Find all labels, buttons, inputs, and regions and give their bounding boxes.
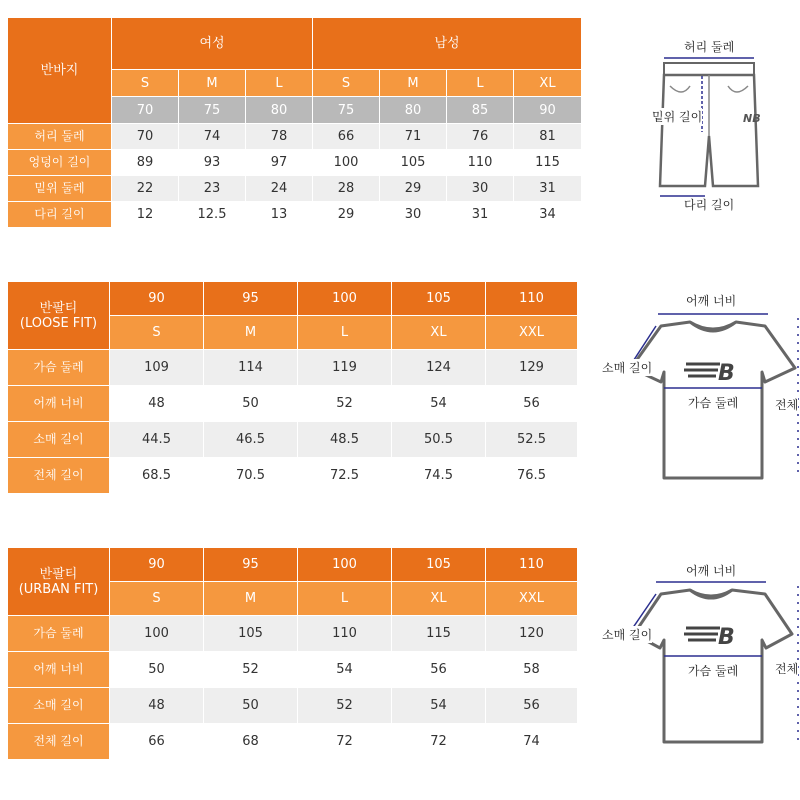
table-cell: 48: [110, 386, 204, 422]
table-cell: 50: [110, 652, 204, 688]
shorts-group-men: 남성: [313, 18, 582, 70]
sleeve-length-label: 소매 길이: [602, 628, 653, 642]
row-label: 소매 길이: [8, 688, 110, 724]
row-label: 전체 길이: [8, 724, 110, 760]
waist-size-cell: 85: [447, 97, 514, 124]
table-cell: 66: [110, 724, 204, 760]
table-cell: 115: [514, 150, 582, 176]
number-size-header: 95: [204, 548, 298, 582]
table-cell: 81: [514, 124, 582, 150]
table-cell: 48: [110, 688, 204, 724]
table-cell: 93: [179, 150, 246, 176]
letter-size-header: XXL: [486, 316, 578, 350]
table-cell: 29: [380, 176, 447, 202]
table-cell: 71: [380, 124, 447, 150]
letter-size-header: S: [110, 316, 204, 350]
row-label: 어깨 너비: [8, 652, 110, 688]
shorts-group-women: 여성: [112, 18, 313, 70]
number-size-header: 100: [298, 548, 392, 582]
table-cell: 29: [313, 202, 380, 228]
table-cell: 56: [392, 652, 486, 688]
table-cell: 114: [204, 350, 298, 386]
table-cell: 129: [486, 350, 578, 386]
row-label: 가슴 둘레: [8, 350, 110, 386]
shorts-diagram: [630, 36, 790, 226]
table-cell: 105: [380, 150, 447, 176]
number-size-header: 90: [110, 282, 204, 316]
tee-loose-diagram: [600, 292, 800, 502]
table-cell: 74: [179, 124, 246, 150]
number-size-header: 90: [110, 548, 204, 582]
table-cell: 13: [246, 202, 313, 228]
letter-size-header: S: [110, 582, 204, 616]
waist-size-cell: 70: [112, 97, 179, 124]
shorts-size-table: [8, 18, 582, 228]
shoulder-width-label: 어깨 너비: [686, 294, 737, 308]
svg-text:NB: NB: [743, 112, 761, 125]
table-cell: 66: [313, 124, 380, 150]
tee-loose-size-table: [8, 282, 578, 494]
table-cell: 24: [246, 176, 313, 202]
table-cell: 110: [447, 150, 514, 176]
number-size-header: 105: [392, 548, 486, 582]
table-cell: 52: [298, 386, 392, 422]
table-cell: 74.5: [392, 458, 486, 494]
tee-urban-diagram: [600, 562, 800, 772]
table-cell: 50.5: [392, 422, 486, 458]
table-cell: 48.5: [298, 422, 392, 458]
table-cell: 70: [112, 124, 179, 150]
waist-size-cell: 80: [380, 97, 447, 124]
table-cell: 30: [380, 202, 447, 228]
table-cell: 70.5: [204, 458, 298, 494]
table-cell: 115: [392, 616, 486, 652]
total-length-label: 전체: [775, 398, 799, 412]
table-cell: 68: [204, 724, 298, 760]
table-cell: 54: [298, 652, 392, 688]
table-cell: 58: [486, 652, 578, 688]
waist-size-cell: 90: [514, 97, 582, 124]
table-cell: 97: [246, 150, 313, 176]
table-cell: 72: [298, 724, 392, 760]
row-label: 다리 길이: [8, 202, 112, 228]
table-cell: 31: [514, 176, 582, 202]
table-cell: 34: [514, 202, 582, 228]
size-header: M: [380, 70, 447, 97]
waist-size-cell: 80: [246, 97, 313, 124]
table-cell: 12.5: [179, 202, 246, 228]
size-header: M: [179, 70, 246, 97]
table-cell: 28: [313, 176, 380, 202]
row-label: 가슴 둘레: [8, 616, 110, 652]
table-cell: 89: [112, 150, 179, 176]
row-label: 전체 길이: [8, 458, 110, 494]
table-cell: 44.5: [110, 422, 204, 458]
size-header: S: [313, 70, 380, 97]
letter-size-header: M: [204, 582, 298, 616]
table-cell: 100: [313, 150, 380, 176]
tee-urban-size-table: [8, 548, 578, 760]
waist-size-cell: 75: [313, 97, 380, 124]
table-cell: 120: [486, 616, 578, 652]
size-header: XL: [514, 70, 582, 97]
table-cell: 46.5: [204, 422, 298, 458]
table-cell: 30: [447, 176, 514, 202]
letter-size-header: L: [298, 316, 392, 350]
table-cell: 78: [246, 124, 313, 150]
table-cell: 31: [447, 202, 514, 228]
tee-urban-title: 반팔티 (URBAN FIT): [8, 548, 110, 616]
shorts-title: 반바지: [8, 18, 112, 124]
shorts-leg-label: 다리 길이: [684, 198, 735, 212]
letter-size-header: XL: [392, 582, 486, 616]
total-length-label: 전체: [775, 662, 799, 676]
size-header: L: [447, 70, 514, 97]
table-cell: 52: [204, 652, 298, 688]
table-cell: 124: [392, 350, 486, 386]
number-size-header: 95: [204, 282, 298, 316]
svg-text:B: B: [718, 361, 735, 386]
table-cell: 22: [112, 176, 179, 202]
shorts-rise-label: 밑위 길이: [652, 110, 703, 124]
table-cell: 109: [110, 350, 204, 386]
table-cell: 76.5: [486, 458, 578, 494]
number-size-header: 110: [486, 548, 578, 582]
row-label: 소매 길이: [8, 422, 110, 458]
number-size-header: 105: [392, 282, 486, 316]
chest-label: 가슴 둘레: [688, 396, 739, 410]
table-cell: 105: [204, 616, 298, 652]
row-label: 밑위 둘레: [8, 176, 112, 202]
size-header: L: [246, 70, 313, 97]
row-label: 엉덩이 길이: [8, 150, 112, 176]
letter-size-header: XXL: [486, 582, 578, 616]
table-cell: 72.5: [298, 458, 392, 494]
table-cell: 52.5: [486, 422, 578, 458]
tee-loose-title: 반팔티 (LOOSE FIT): [8, 282, 110, 350]
row-label: 허리 둘레: [8, 124, 112, 150]
row-label: 어깨 너비: [8, 386, 110, 422]
table-cell: 110: [298, 616, 392, 652]
table-cell: 50: [204, 688, 298, 724]
table-cell: 100: [110, 616, 204, 652]
shoulder-width-label: 어깨 너비: [686, 564, 737, 578]
table-cell: 76: [447, 124, 514, 150]
table-cell: 23: [179, 176, 246, 202]
table-cell: 12: [112, 202, 179, 228]
letter-size-header: L: [298, 582, 392, 616]
sleeve-length-label: 소매 길이: [602, 361, 653, 375]
table-cell: 56: [486, 688, 578, 724]
size-header: S: [112, 70, 179, 97]
number-size-header: 100: [298, 282, 392, 316]
waist-size-cell: 75: [179, 97, 246, 124]
table-cell: 54: [392, 386, 486, 422]
table-cell: 50: [204, 386, 298, 422]
table-cell: 72: [392, 724, 486, 760]
svg-text:B: B: [718, 625, 735, 650]
table-cell: 119: [298, 350, 392, 386]
chest-label: 가슴 둘레: [688, 664, 739, 678]
number-size-header: 110: [486, 282, 578, 316]
letter-size-header: M: [204, 316, 298, 350]
table-cell: 68.5: [110, 458, 204, 494]
table-cell: 74: [486, 724, 578, 760]
shorts-waist-label: 허리 둘레: [684, 40, 735, 54]
table-cell: 54: [392, 688, 486, 724]
table-cell: 52: [298, 688, 392, 724]
letter-size-header: XL: [392, 316, 486, 350]
table-cell: 56: [486, 386, 578, 422]
